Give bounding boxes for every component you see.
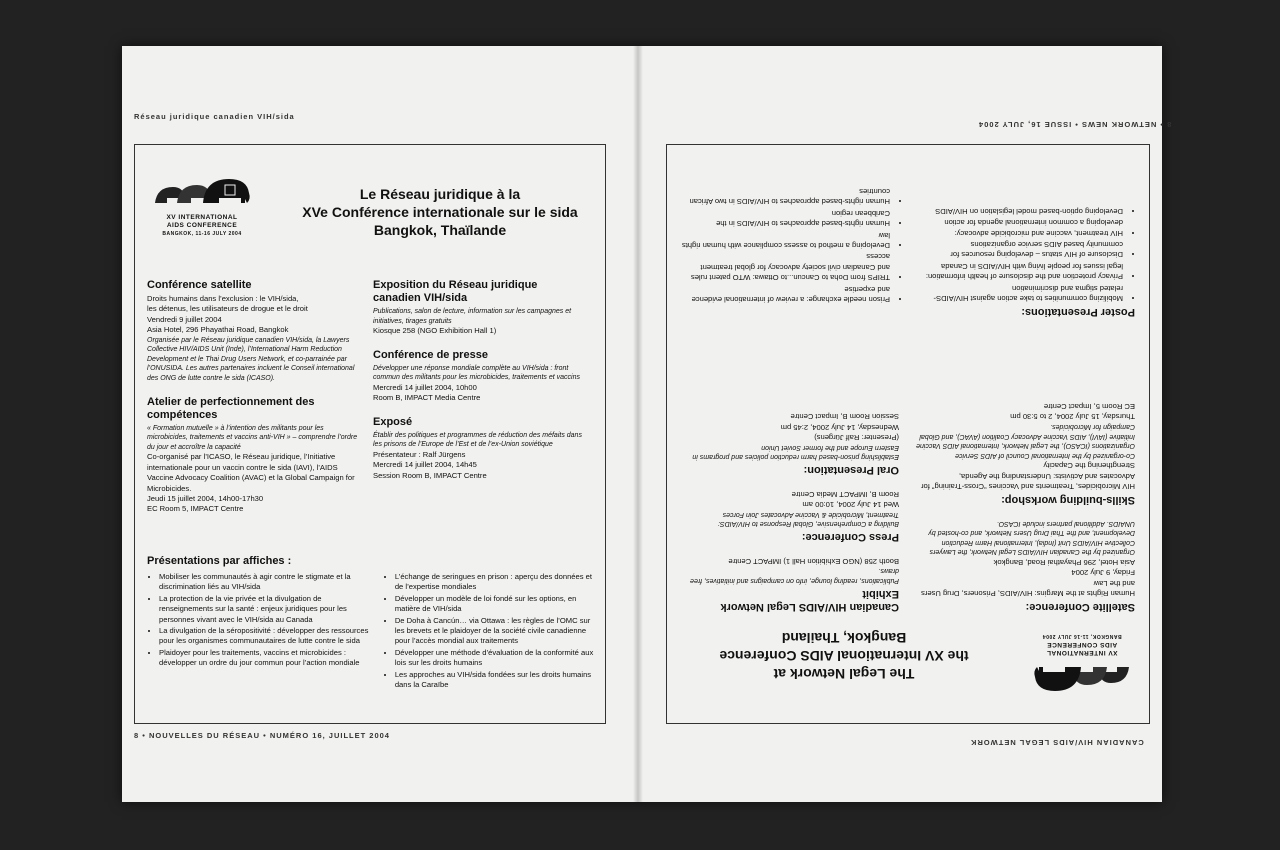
left-column-1 bbox=[147, 279, 359, 527]
exposition-note: Publications, salon de lecture, information sur les campagnes et initiatives, tirages gratuits bbox=[373, 308, 572, 325]
elephants-icon bbox=[147, 169, 257, 209]
left-article-box bbox=[134, 144, 606, 724]
expose-line: Présentateur : Ralf Jürgens bbox=[373, 449, 466, 459]
satellite-en-note: Organized by the Canadian HIV/AIDS Legal Network, the Lawyers Collective HIV/AIDS Unit (India), International Harm Reduction Development, and the Thai Drug Users Network, and co-hosted by UNAIDS. Additional partners include ICASO. bbox=[928, 519, 1135, 556]
list-item: • De Doha à Cancún… via Ottawa : les règles de l’OMC sur les brevets et le plaidoyer de la société civile canadienne pour l’accès mondial aux traitements bbox=[395, 616, 597, 647]
skills-heading: Skills-building workshop: bbox=[1001, 494, 1135, 506]
list-item: • Prison needle exchange: a review of international evidence and expertise bbox=[679, 283, 890, 304]
list-item: • Privacy protection and the disclosure of health information: legal issues for people living with HIV/AIDS in Canada bbox=[916, 260, 1123, 281]
affiches-list-1 bbox=[147, 572, 373, 691]
exposition-line: Kiosque 258 (NGO Exhibition Hall 1) bbox=[373, 326, 497, 336]
list-item: • Mobiliser les communautés à agir contre le stigmate et la discrimination liés au VIH/sida bbox=[159, 572, 373, 593]
satellite-line: Droits humains dans l’exclusion : le VIH/sida, bbox=[147, 294, 299, 303]
poster-list-2 bbox=[679, 185, 902, 304]
exhibit-heading: Canadian HIV/AIDS Legal Network Exhibit bbox=[720, 588, 899, 613]
press-note: Building a Comprehensive, Global Response to HIV/AIDS: Treatment, Microbicide & Vaccine Advocates Join Forces bbox=[718, 510, 899, 528]
press-line: Wed 14 July 2004, 10:00 am bbox=[802, 500, 899, 510]
affiches-heading: Présentations par affiches : bbox=[147, 555, 292, 567]
affiches-list-2 bbox=[383, 572, 597, 691]
logo-line-1: XV INTERNATIONAL bbox=[166, 214, 238, 221]
right-article-box bbox=[666, 144, 1150, 724]
exposition-section bbox=[373, 279, 583, 337]
oral-line: Session Room B, Impact Centre bbox=[790, 412, 899, 422]
poster-list-1 bbox=[916, 205, 1135, 303]
list-item: • Les approches au VIH/sida fondées sur les droits humains dans la Caraïbe bbox=[395, 670, 597, 691]
left-column-2 bbox=[373, 279, 583, 493]
right-page-title bbox=[679, 629, 1009, 683]
list-item: • HIV treatment, vaccine and microbicide advocacy: developing a common international agenda for action bbox=[916, 217, 1123, 238]
aids-conference-logo-2 bbox=[1027, 635, 1137, 701]
list-item: • Plaidoyer pour les traitements, vaccins et microbicides : développer un ordre du jour commun pour l’action mondiale bbox=[159, 648, 373, 669]
atelier-line: Co-organisé par l’ICASO, le Réseau juridique, l’Initiative internationale pour un vaccin contre le sida (IAVI), l’AIDS Vaccine Advocacy Coalition (AVAC) et la Global Campaign for Microbicides. bbox=[147, 452, 355, 493]
poster-col-1 bbox=[916, 185, 1135, 318]
skills-section bbox=[915, 401, 1135, 506]
logo-line-3: BANGKOK, 11-16 JULY 2004 bbox=[1042, 633, 1122, 639]
elephants-icon bbox=[1027, 661, 1137, 701]
satellite-en-line: Asia Hotel, 296 Phayathai Road, Bangkok bbox=[993, 557, 1135, 567]
expose-note: Établir des politiques et programmes de réduction des méfaits dans les prisons de l’Europe de l’Est et de l’ex-Union soviétique bbox=[373, 431, 582, 449]
logo-line-1: XV INTERNATIONAL bbox=[1046, 649, 1118, 656]
aids-conference-logo bbox=[147, 169, 257, 235]
list-item: • L’échange de seringues en prison : aperçu des données et de l’expertise mondiales bbox=[395, 572, 597, 593]
title-line-1: Le Réseau juridique à la bbox=[359, 186, 521, 202]
title-line-2: the XV International AIDS Conference bbox=[719, 648, 969, 664]
satellite-en-line: Human Rights at the Margins: HIV/AIDS, Prisoners, Drug Users and the Law bbox=[921, 578, 1135, 598]
expose-line: Session Room B, IMPACT Centre bbox=[373, 470, 487, 480]
skills-line: Thursday, 15 July 2004, 2 to 5:30 pm bbox=[1010, 412, 1135, 422]
oral-line: (Presenter: Ralf Jürgens) bbox=[814, 433, 899, 443]
logo-line-2: AIDS CONFERENCE bbox=[1046, 641, 1118, 648]
list-item: • TRIPS from Doha to Cancun...to Ottawa: WTO patent rules and Canadian civil society advocacy for global treatment access bbox=[679, 251, 890, 282]
exhibit-line: Booth 258 (NGO Exhibition Hall 1) IMPACT Centre bbox=[728, 556, 899, 566]
skills-line: HIV Microbicides, Treatments and Vaccines “Cross-Training” for Advocates and Activists: Understanding the Agenda, Strengthening the Capacity bbox=[921, 461, 1135, 491]
presse-line: Room B, IMPACT Media Centre bbox=[373, 393, 481, 403]
title-line-3: Bangkok, Thailand bbox=[781, 630, 907, 646]
title-line-3: Bangkok, Thaïlande bbox=[373, 222, 507, 238]
atelier-line: Jeudi 15 juillet 2004, 14h00-17h30 bbox=[147, 494, 264, 503]
satellite-note: Organisée par le Réseau juridique canadien VIH/sida, la Lawyers Collective HIV/AIDS Unit (Inde), l’International Harm Reduction Development et le Thai Drug Users Network, et co-parrainée par l’ONUSIDA. Les autres partenaires incluent le Conseil international des ONG de lutte contre le sida (ICASO). bbox=[147, 336, 355, 382]
right-running-header: 8 • NETWORK NEWS • ISSUE 16, JULY 2004 bbox=[978, 120, 1172, 129]
list-item: • Développer une méthode d’évaluation de la conformité aux lois sur les droits humains bbox=[395, 648, 597, 669]
presse-heading: Conférence de presse bbox=[373, 348, 488, 361]
expose-heading: Exposé bbox=[373, 415, 413, 428]
right-column-1 bbox=[915, 389, 1135, 613]
logo-line-2: AIDS CONFERENCE bbox=[166, 222, 238, 229]
affiches-section bbox=[147, 555, 597, 691]
satellite-en-heading: Satellite Conference: bbox=[1025, 601, 1135, 613]
satellite-line: les détenus, les utilisateurs de drogue et le droit bbox=[147, 304, 308, 314]
exhibit-section bbox=[685, 555, 899, 613]
exposition-heading: Exposition du Réseau juridique canadien VIH/sida bbox=[373, 279, 538, 304]
satellite-en-line: Friday, 9 July 2004 bbox=[1071, 568, 1135, 578]
exhibit-note: Publications, reading lounge, info on campaigns and initiatives, free draws. bbox=[690, 567, 899, 584]
list-item: • Human rights-based approaches to HIV/AIDS in the Caribbean region bbox=[679, 207, 890, 228]
press-heading: Press Conference: bbox=[801, 531, 899, 544]
list-item: • La divulgation de la séropositivité : développer des ressources pour les organismes communautaires de lutte contre le sida bbox=[159, 626, 373, 647]
list-item: • La protection de la vie privée et la divulgation de renseignements sur la santé : enjeux juridiques pour les personnes vivant avec le VIH/sida au Canada bbox=[159, 594, 373, 625]
atelier-heading: Atelier de perfectionnement des compétences bbox=[147, 395, 315, 421]
list-item: • Disclosure of HIV status – developing resources for community based AIDS service organizations bbox=[916, 239, 1123, 260]
list-item: • Human rights-based approaches to HIV/AIDS in two African countries bbox=[679, 186, 890, 207]
poster-heading: Poster Presentations: bbox=[1021, 306, 1135, 318]
logo-line-3: BANGKOK, 11-16 JULY 2004 bbox=[162, 231, 242, 237]
oral-heading: Oral Presentation: bbox=[803, 464, 899, 477]
satellite-en-section bbox=[915, 518, 1135, 613]
left-running-header: Réseau juridique canadien VIH/sida bbox=[134, 112, 295, 121]
expose-line: Mercredi 14 juillet 2004, 14h45 bbox=[373, 460, 477, 470]
expose-section bbox=[373, 416, 583, 481]
left-footer: 8 • NOUVELLES DU RÉSEAU • NUMÉRO 16, JUILLET 2004 bbox=[134, 731, 390, 740]
satellite-line: Asia Hotel, 296 Phayathai Road, Bangkok bbox=[147, 325, 289, 335]
atelier-section bbox=[147, 396, 359, 515]
poster-section bbox=[679, 185, 1135, 318]
title-line-1: The Legal Network at bbox=[773, 666, 915, 682]
presse-note: Développer une réponse mondiale complète au VIH/sida : front commun des militants pour les microbicides, traitements et vaccins bbox=[373, 364, 580, 382]
satellite-heading: Conférence satellite bbox=[147, 279, 252, 291]
atelier-line: EC Room 5, IMPACT Centre bbox=[147, 504, 244, 514]
satellite-line: Vendredi 9 juillet 2004 bbox=[147, 314, 222, 324]
satellite-section bbox=[147, 279, 359, 384]
booklet-spine bbox=[633, 46, 643, 802]
title-line-2: XVe Conférence internationale sur le sida bbox=[302, 204, 578, 220]
right-column-2 bbox=[685, 399, 899, 613]
oral-line: Wednesday, 14 July 2004, 2:45 pm bbox=[780, 422, 899, 432]
left-page-title bbox=[285, 185, 595, 239]
right-footer: CANADIAN HIV/AIDS LEGAL NETWORK bbox=[970, 738, 1144, 747]
skills-note: Co-organized by the International Council of AIDS Service Organizations (ICASO), the Legal Network, International AIDS Vaccine Initiative (IAVI), AIDS Vaccine Advocacy Coalition (AVAC), and Global Campaign for Microbicides. bbox=[916, 423, 1135, 459]
upside-down-content bbox=[667, 145, 1149, 723]
list-item: • Developing option-based model legislation on HIV/AIDS bbox=[916, 205, 1123, 215]
presse-section bbox=[373, 349, 583, 404]
list-item: • Développer un modèle de loi fondé sur les options, en matière de VIH/sida bbox=[395, 594, 597, 615]
presse-line: Mercredi 14 juillet 2004, 10h00 bbox=[373, 382, 477, 392]
list-item: • Developing a method to assess compliance with human rights law bbox=[679, 229, 890, 250]
oral-note: Establishing prison-based harm reduction policies and programs in Eastern Europe and the former Soviet Union bbox=[692, 443, 899, 461]
oral-section bbox=[685, 411, 899, 476]
list-item: • Mobilizing communities to take action against HIV/AIDS-related stigma and discrimination bbox=[916, 282, 1123, 303]
atelier-note: « Formation mutuelle » à l’intention des militants pour les microbicides, traitements et vaccins anti-VIH » – comprendre l’ordre du jour et accroître la capacité bbox=[147, 424, 358, 451]
skills-line: EC Room 5, Impact Centre bbox=[1043, 402, 1135, 411]
press-section bbox=[685, 488, 899, 543]
press-line: Room B, IMPACT Media Centre bbox=[791, 489, 899, 499]
